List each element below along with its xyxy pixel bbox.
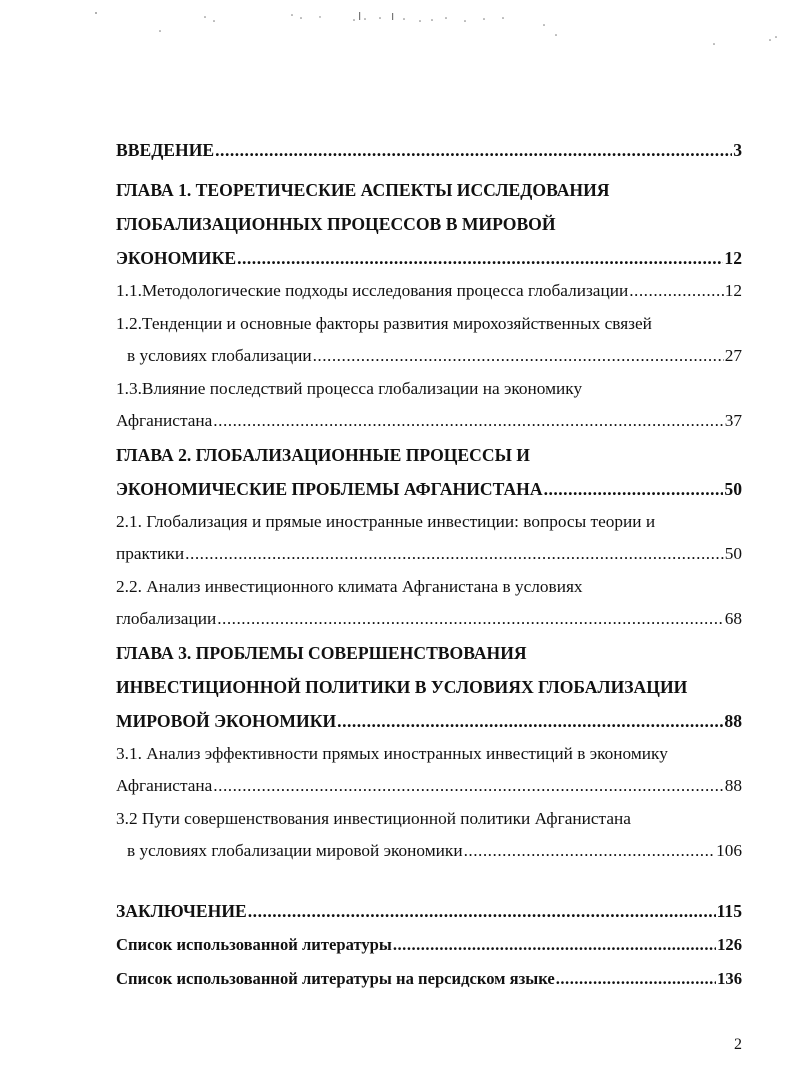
toc-page-number: 136 xyxy=(717,968,742,988)
toc-title: ИНВЕСТИЦИОННОЙ ПОЛИТИКИ В УСЛОВИЯХ ГЛОБАЛИЗАЦИИ xyxy=(116,676,688,697)
toc-entry-chapter3 xyxy=(116,704,742,738)
toc-title: глобализации xyxy=(116,609,217,628)
toc-page-number: 27 xyxy=(724,346,742,365)
toc-title: 1.1.Методологические подходы исследования процесса глобализации xyxy=(116,281,629,300)
toc-entry-1-3 xyxy=(116,405,742,438)
toc-chapter3-line2 xyxy=(116,670,742,704)
table-of-contents xyxy=(116,133,742,996)
toc-page-number: 37 xyxy=(724,411,742,430)
toc-entry-2-1 xyxy=(116,538,742,571)
toc-2-1-line1 xyxy=(116,506,742,539)
toc-chapter3-line1 xyxy=(116,636,742,670)
toc-chapter2-line1 xyxy=(116,438,742,472)
toc-title: 3.2 Пути совершенствования инвестиционной политики Афганистана xyxy=(116,808,631,828)
toc-page-number: 126 xyxy=(717,934,742,954)
toc-entry-intro xyxy=(116,133,742,167)
toc-entry-references xyxy=(116,928,742,962)
toc-title: 1.2.Тенденции и основные факторы развития мирохозяйственных связей xyxy=(116,313,652,333)
toc-title: Афганистана xyxy=(116,411,213,430)
dot-leader xyxy=(217,603,724,636)
toc-title: 2.2. Анализ инвестиционного климата Афганистана в условиях xyxy=(116,576,583,596)
dot-leader xyxy=(393,928,716,962)
toc-3-1-line1 xyxy=(116,738,742,771)
dot-leader xyxy=(464,835,716,868)
toc-page-number: 12 xyxy=(724,281,742,300)
toc-title: ВВЕДЕНИЕ xyxy=(116,140,215,160)
toc-page-number: 88 xyxy=(724,776,742,795)
dot-leader xyxy=(556,962,716,996)
toc-chapter1-line1 xyxy=(116,173,742,207)
toc-entry-1-2 xyxy=(116,340,742,373)
dot-leader xyxy=(185,538,724,571)
toc-title: в условиях глобализации мировой экономики xyxy=(127,841,463,860)
dot-leader xyxy=(215,133,732,167)
toc-page-number: 12 xyxy=(724,248,742,268)
toc-page-number: 3 xyxy=(733,140,742,160)
toc-page-number: 50 xyxy=(724,544,742,563)
toc-title: 2.1. Глобализация и прямые иностранные инвестиции: вопросы теории и xyxy=(116,511,656,531)
toc-3-2-line1 xyxy=(116,803,742,836)
toc-title: 1.3.Влияние последствий процесса глобализации на экономику xyxy=(116,378,583,398)
dot-leader xyxy=(544,472,724,506)
toc-title: ГЛАВА 1. ТЕОРЕТИЧЕСКИЕ АСПЕКТЫ ИССЛЕДОВАНИЯ xyxy=(116,180,610,200)
toc-page-number: 106 xyxy=(716,841,742,860)
toc-page-number: 68 xyxy=(724,609,742,628)
toc-title: ГЛАВА 2. ГЛОБАЛИЗАЦИОННЫЕ ПРОЦЕССЫ И xyxy=(116,444,530,465)
toc-2-2-line1 xyxy=(116,571,742,604)
toc-title: ЗАКЛЮЧЕНИЕ xyxy=(116,900,247,921)
toc-chapter1-line2 xyxy=(116,207,742,241)
toc-title: МИРОВОЙ ЭКОНОМИКИ xyxy=(116,710,337,731)
toc-title: ГЛОБАЛИЗАЦИОННЫХ ПРОЦЕССОВ В МИРОВОЙ xyxy=(116,214,556,234)
toc-entry-2-2 xyxy=(116,603,742,636)
dot-leader xyxy=(337,704,723,738)
dot-leader xyxy=(629,275,724,308)
toc-1-2-line1 xyxy=(116,308,742,341)
toc-title: практики xyxy=(116,544,185,563)
scan-noise-artifacts xyxy=(0,0,799,60)
dot-leader xyxy=(313,340,724,373)
toc-title: ЭКОНОМИКЕ xyxy=(116,248,237,268)
toc-page-number: 50 xyxy=(724,478,742,499)
dot-leader xyxy=(237,241,723,275)
toc-page-number: 88 xyxy=(724,710,742,731)
toc-entry-chapter1 xyxy=(116,241,742,275)
dot-leader xyxy=(248,894,716,928)
toc-entry-chapter2 xyxy=(116,472,742,506)
toc-title: ЭКОНОМИЧЕСКИЕ ПРОБЛЕМЫ АФГАНИСТАНА xyxy=(116,478,543,499)
toc-title: Список использованной литературы на персидском языке xyxy=(116,968,555,988)
toc-entry-1-1 xyxy=(116,275,742,308)
page-number: 2 xyxy=(734,1036,742,1053)
toc-title: Афганистана xyxy=(116,776,213,795)
toc-title: ГЛАВА 3. ПРОБЛЕМЫ СОВЕРШЕНСТВОВАНИЯ xyxy=(116,642,527,663)
toc-page-number: 115 xyxy=(716,900,742,921)
toc-title: в условиях глобализации xyxy=(127,346,312,365)
dot-leader xyxy=(213,770,723,803)
toc-entry-3-2 xyxy=(116,835,742,868)
toc-title: Список использованной литературы xyxy=(116,934,392,954)
dot-leader xyxy=(213,405,723,438)
toc-entry-conclusion xyxy=(116,894,742,928)
toc-entry-references-persian xyxy=(116,962,742,996)
toc-entry-3-1 xyxy=(116,770,742,803)
toc-1-3-line1 xyxy=(116,373,742,406)
toc-title: 3.1. Анализ эффективности прямых иностранных инвестиций в экономику xyxy=(116,743,668,763)
